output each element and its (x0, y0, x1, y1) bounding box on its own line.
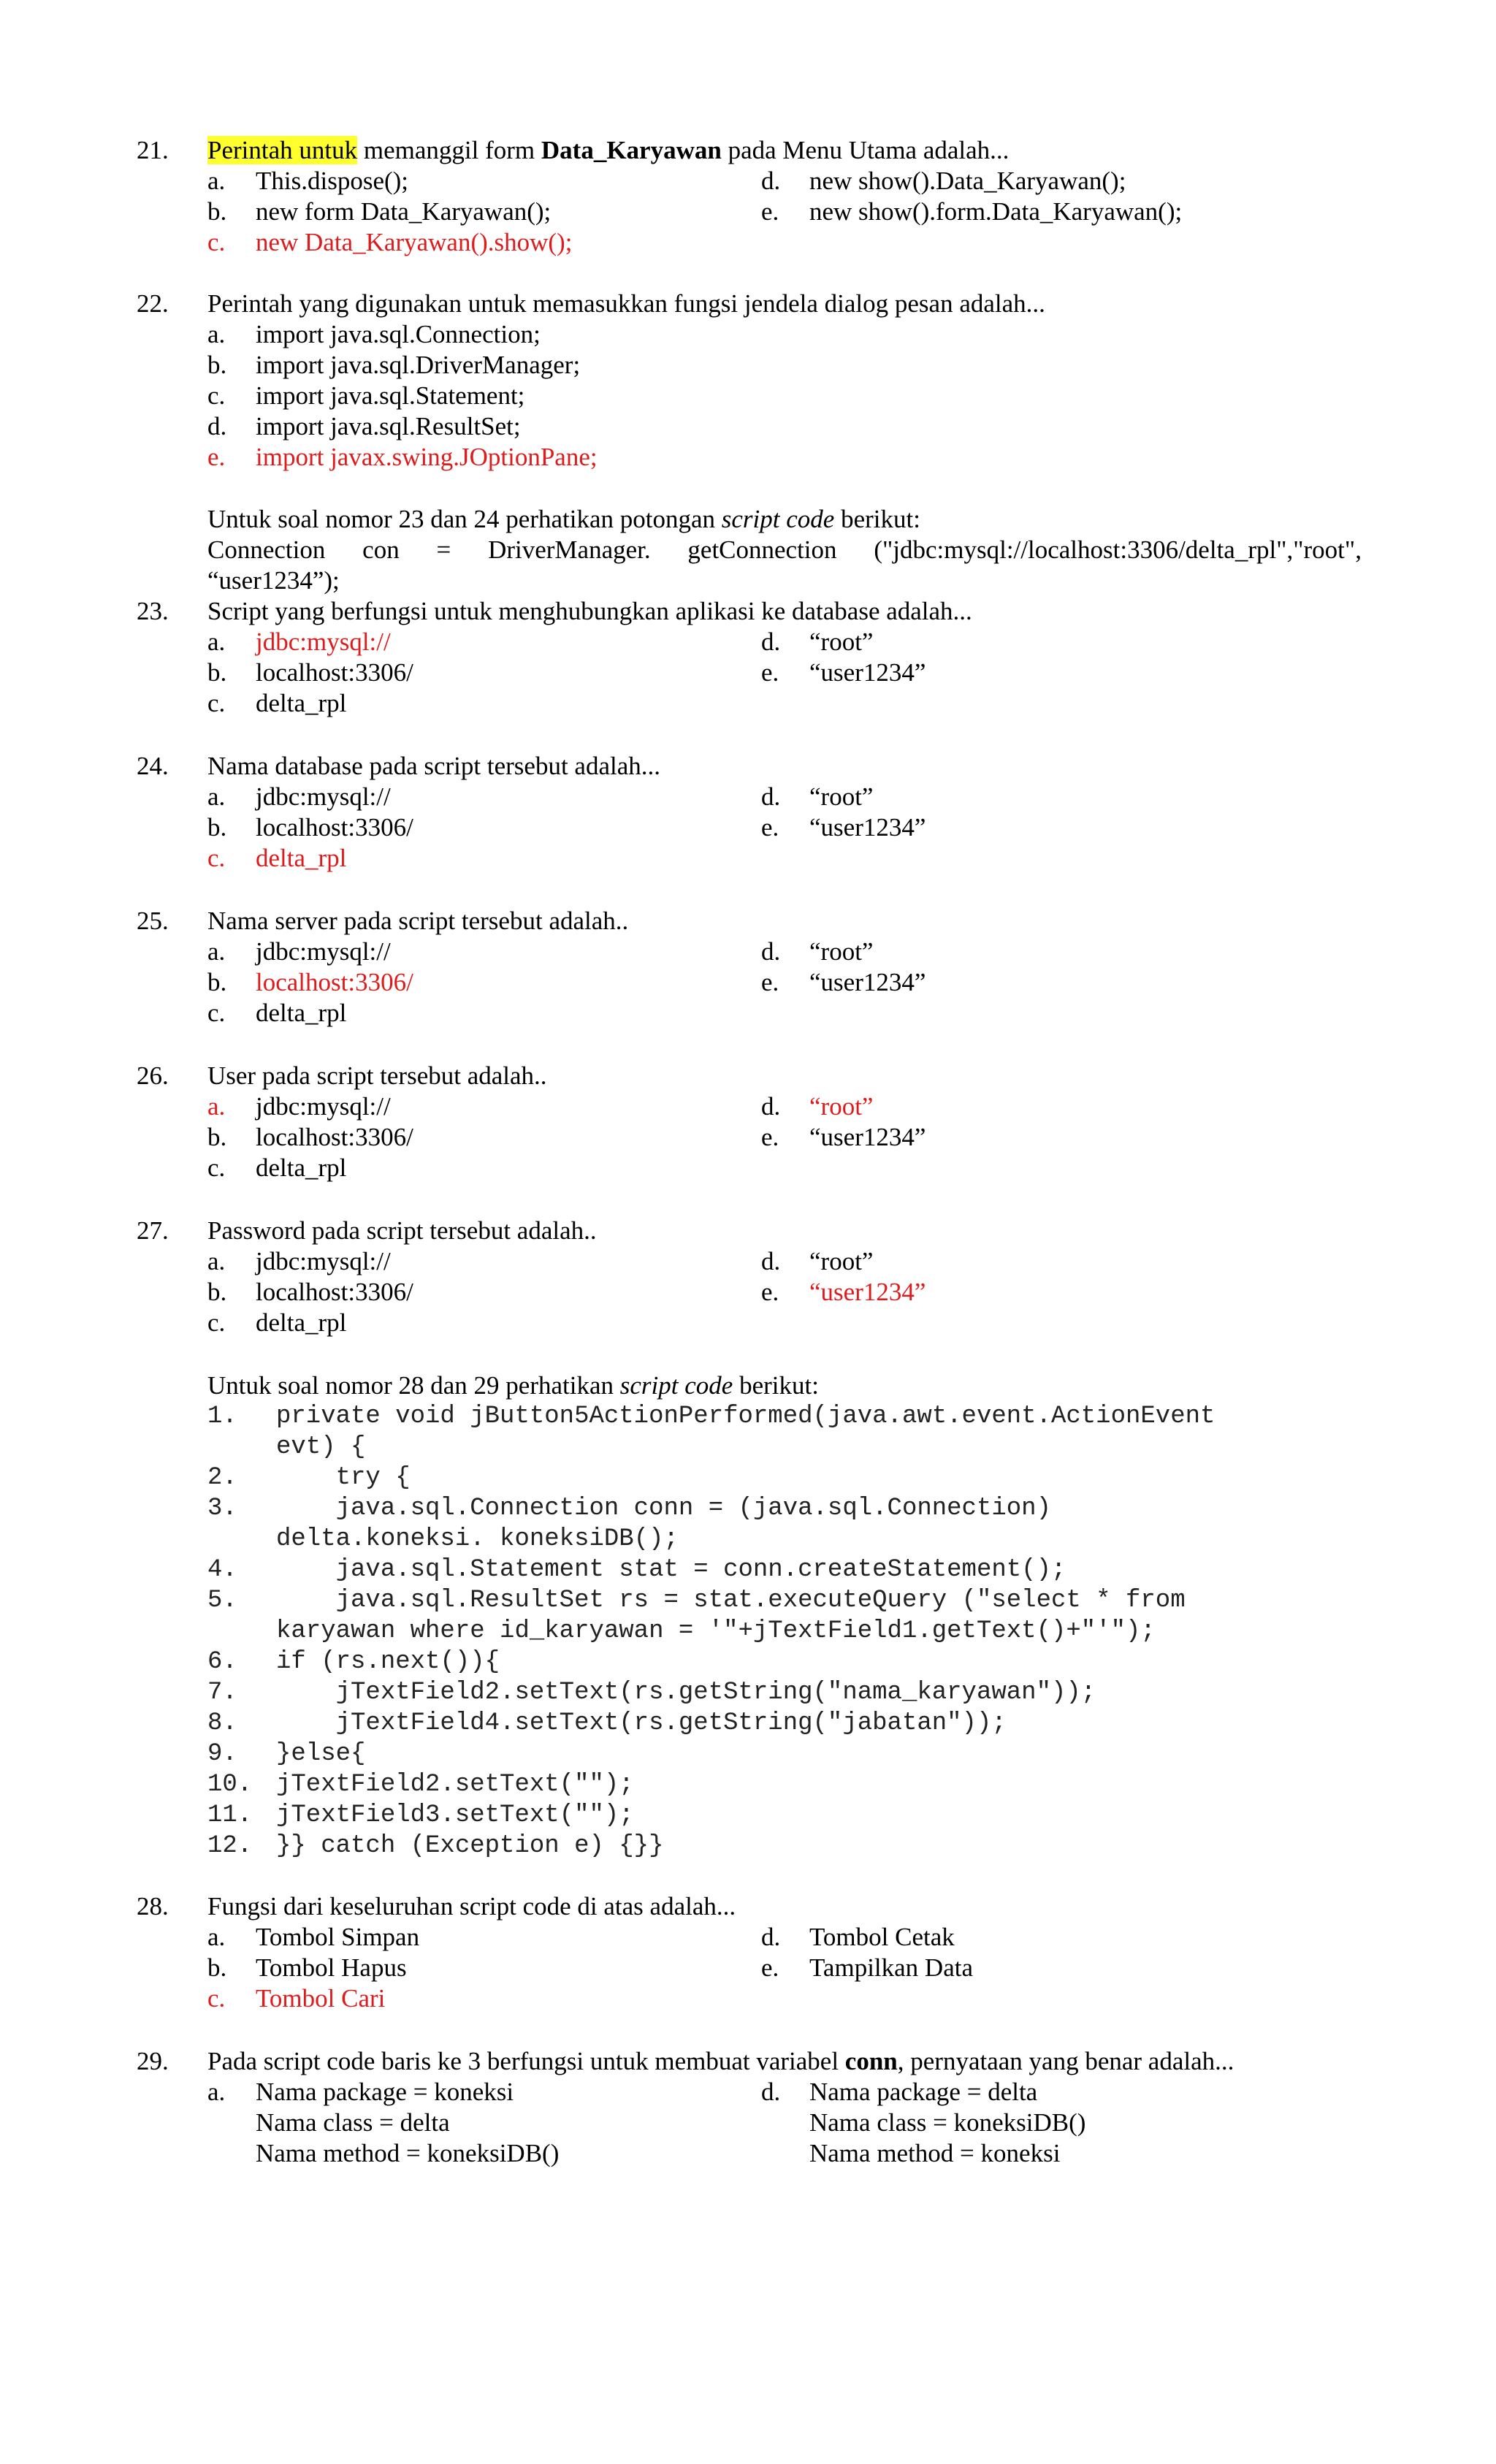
code-line (207, 1831, 1391, 1861)
question-number: 28. (137, 1892, 169, 1921)
exam-page: 21. Perintah untuk memanggil form Data_Karyawan pada Menu Utama adalah... a. This.dispose(); b. new form Data_Karyawan(); c. new Data_Karyawan().show(); d. new show().Data_Karyawan(); e. new show().form.Data_Karyawan(); 22. Perintah yang digunakan untuk memasukkan fungsi jendela dialog pesan adalah... a. import java.sql.Connection; b. import java.sql.DriverManager; c. import java.sql.Statement; d. import java.sql.ResultSet; e. import javax.swing.JOptionPane; Untuk soal nomor 23 dan 24 perhatikan potongan script code berikut: Connection con = DriverManager. getConnection ("jdbc:mysql://localhost:3306/delta_rpl","root", “user1234”); 23. Script yang berfungsi untuk menghubungkan aplikasi ke database adalah... a. jdbc:mysql:// b. localhost:3306/ c. delta_rpl d. “root” e. “user1234” 24. Nama database pada script tersebut adalah... a. jdbc:mysql:// b. localhost:3306/ c. delta_rpl d. “root” e. “user1234” 25. Nama server pada script tersebut adalah.. a. jdbc:mysql:// b. localhost:3306/ c. delta_rpl d. “root” e. “user1234” 26. User pada script tersebut adalah.. a. jdbc:mysql:// b. localhost:3306/ c. delta_rpl d. “root” e. “user1234” 27. Password pada script tersebut adalah.. a. jdbc:mysql:// b. localhost:3306/ c. delta_rpl d. “root” e. “user1234” Untuk soal nomor 28 dan 29 perhatikan script code berikut: 1. private void jButton5ActionPerformed(java.awt.event.ActionEvent evt) { 2. try { 3. java.sql.Connection conn = (java.sql.Connection) delta.koneksi. koneksiDB(); 4. java.sql.Statement stat = conn.createStatement(); 5. java.sql.ResultSet rs = stat.executeQuery ("select * from karyawan where id_karyawan = '"+jTextField1.getText()+"'"); 6. if (rs.next()){ 7. jTextField2.setText(rs.getString("nama_karyawan")); 8. jTextField4.setText(rs.getString("jabatan")); 9. }else{ 10. jTextField2.setText(""); 11. jTextField3.setText(""); 12. }} catch (Exception e) {}} 28. Fungsi dari keseluruhan script code di atas adalah... a. Tombol Simpan b. Tombol Hapus c. Tombol Cari d. Tombol Cetak e. Tampilkan Data 29. Pada script code baris ke 3 berfungsi untuk membuat variabel conn, pernyataan yang benar adalah... a. Nama package = koneksi Nama class = delta Nama method = koneksiDB() d. Nama package = delta Nama class = koneksiDB() Nama method = koneksi (0, 0, 1496, 2464)
question-number: 26. (137, 1061, 169, 1090)
code-line-text: }} catch (Exception e) {}} (276, 1832, 664, 1860)
highlighted-text: Perintah untuk (207, 136, 358, 164)
question-number: 22. (137, 289, 169, 318)
question-stem: Script yang berfungsi untuk menghubungkan aplikasi ke database adalah... (207, 597, 972, 625)
question-number: 25. (137, 907, 169, 935)
code-line-number: 6. (207, 1648, 237, 1676)
code-line-number: 7. (207, 1679, 237, 1706)
code-line-text: jTextField2.setText(rs.getString("nama_karyawan")); (276, 1679, 1096, 1706)
question-number: 24. (137, 752, 169, 780)
code-line-text: }else{ (276, 1740, 366, 1768)
code-line (207, 1677, 1391, 1708)
question-stem: Nama database pada script tersebut adalah... (207, 752, 661, 780)
intro-23-24 (207, 504, 1362, 596)
intro-text: Untuk soal nomor 28 dan 29 perhatikan script code berikut: (207, 1371, 819, 1400)
code-listing (207, 1401, 1391, 1861)
code-line (207, 1739, 1391, 1769)
code-line (207, 1585, 1391, 1616)
code-line-number: 1. (207, 1403, 237, 1430)
code-line (207, 1800, 1391, 1831)
question-stem: Nama server pada script tersebut adalah.. (207, 907, 629, 935)
code-line-number: 10. (207, 1771, 253, 1799)
connection-code-line: Connection con = DriverManager. getConnection ("jdbc:mysql://localhost:3306/delta_rpl","root", (207, 535, 1362, 564)
question-number: 29. (137, 2047, 169, 2075)
code-line-number: 2. (207, 1464, 237, 1492)
question-stem: User pada script tersebut adalah.. (207, 1061, 547, 1090)
code-line-text: karyawan where id_karyawan = '"+jTextField1.getText()+"'"); (276, 1617, 1156, 1645)
connection-code-line-2: “user1234”); (207, 566, 340, 595)
code-line-text: java.sql.Statement stat = conn.createStatement(); (276, 1556, 1066, 1584)
question-number: 23. (137, 597, 169, 625)
intro-28-29 (207, 1370, 1362, 1401)
intro-text: Untuk soal nomor 23 dan 24 perhatikan potongan script code berikut: (207, 505, 920, 533)
question-stem: Password pada script tersebut adalah.. (207, 1216, 597, 1245)
code-line (207, 1462, 1391, 1493)
code-line-number: 9. (207, 1740, 237, 1768)
code-line-text: java.sql.ResultSet rs = stat.executeQuery ("select * from (276, 1587, 1186, 1614)
code-line-text: if (rs.next()){ (276, 1648, 500, 1676)
question-number: 21. (137, 136, 169, 164)
code-line-number: 8. (207, 1709, 237, 1737)
question-stem: Fungsi dari keseluruhan script code di atas adalah... (207, 1892, 736, 1921)
code-line (207, 1647, 1391, 1677)
question-stem: Pada script code baris ke 3 berfungsi untuk membuat variabel conn, pernyataan yang benar adalah... (207, 2047, 1234, 2075)
code-line-text: delta.koneksi. koneksiDB(); (276, 1525, 679, 1553)
code-line-text: jTextField4.setText(rs.getString("jabatan")); (276, 1709, 1007, 1737)
code-line-number: 11. (207, 1801, 253, 1829)
code-line-text: jTextField2.setText(""); (276, 1771, 634, 1799)
code-line-text: private void jButton5ActionPerformed(java.awt.event.ActionEvent (276, 1403, 1216, 1430)
code-line (207, 1708, 1391, 1739)
code-line (207, 1555, 1391, 1585)
code-line (207, 1493, 1391, 1524)
question-number: 27. (137, 1216, 169, 1245)
code-line-text: evt) { (276, 1433, 366, 1461)
question-stem: Perintah yang digunakan untuk memasukkan fungsi jendela dialog pesan adalah... (207, 289, 1045, 318)
code-line-text: jTextField3.setText(""); (276, 1801, 634, 1829)
code-line (207, 1769, 1391, 1800)
code-line (207, 1616, 1391, 1647)
code-line-text: try { (276, 1464, 411, 1492)
code-line-number: 4. (207, 1556, 237, 1584)
code-line-number: 5. (207, 1587, 237, 1614)
question-stem: Perintah untuk memanggil form Data_Karyawan pada Menu Utama adalah... (207, 136, 1010, 164)
code-line-text: java.sql.Connection conn = (java.sql.Connection) (276, 1495, 1051, 1522)
code-line-number: 12. (207, 1832, 253, 1860)
code-line (207, 1401, 1391, 1432)
code-line (207, 1432, 1391, 1462)
code-line-number: 3. (207, 1495, 237, 1522)
code-line (207, 1524, 1391, 1555)
